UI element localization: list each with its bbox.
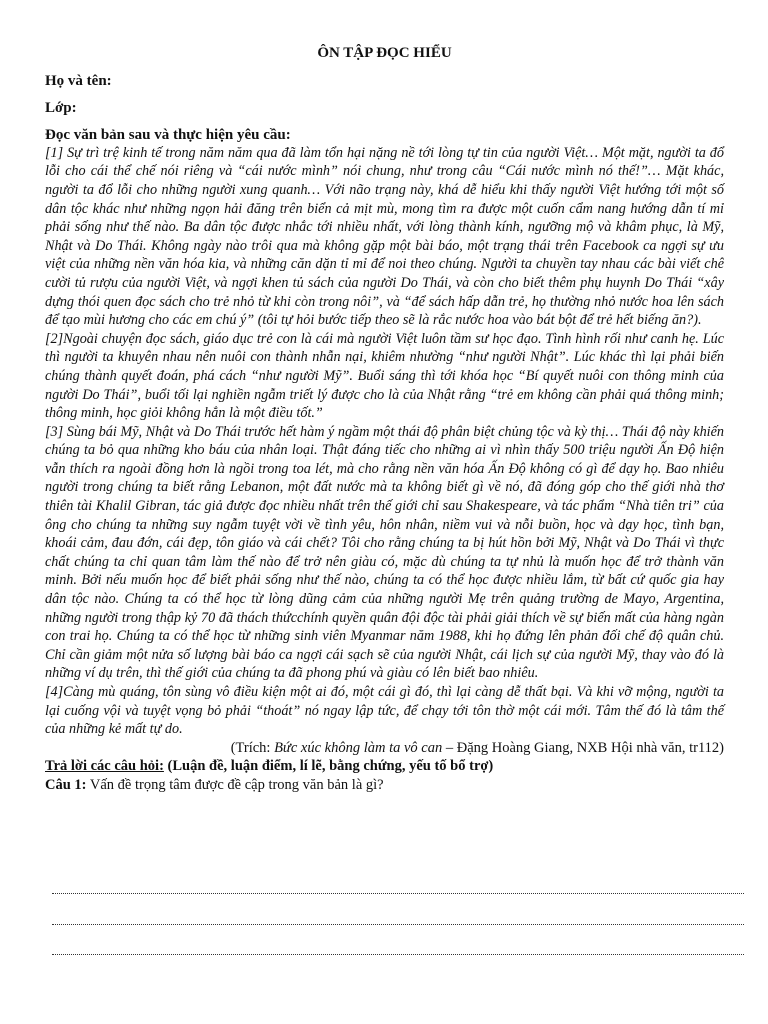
question-1 xyxy=(45,776,724,795)
answer-line-1[interactable] xyxy=(52,893,744,894)
source-citation xyxy=(45,739,724,758)
worksheet-title: ÔN TẬP ĐỌC HIỂU xyxy=(317,45,452,61)
source-work-title: Bức xúc không làm ta vô can xyxy=(274,739,443,756)
question-1-text: Vấn đề trọng tâm được đề cập trong văn bản là gì? xyxy=(86,776,384,793)
question-1-label: Câu 1: xyxy=(45,776,87,793)
source-prefix: (Trích: xyxy=(230,739,275,756)
passage-paragraph-3: [3] Sùng bái Mỹ, Nhật và Do Thái trước hết hàm ý ngầm một thái độ phân biệt chủng tộc và kỳ thị… Thái độ này khiến chúng ta bỏ qua những kho báu của nhân loại. Thật đáng tiếc cho những ai vì nhìn thấy 500 triệu người Ấn Độ hiện vẫn thích ra ngoài đồng hơn là ngồi trong toa lét, mà cho rằng nền văn hóa Ấn Độ không có gì để dạy họ. Bao nhiêu người trong chúng ta biết rằng Lebanon, một đất nước mà ta không biết gì về nó, đã đóng góp cho thế giới nhà thơ thiên tài Khalil Gibran, tác giả được đọc nhiều nhất trên thế giới chỉ sau Shakespeare, và tác phẩm “Nhà tiên tri” của ông cho chúng ta những suy ngẫm tuyệt vời về tình yêu, hôn nhân, niềm vui và nỗi buồn, học và dạy học, tình bạn, khoái cảm, đau đớn, cái đẹp, tôn giáo và cái chết? Tôi cho rằng chúng ta bị hút hồn bởi Mỹ, Nhật và Do Thái vì thực chất chúng ta chỉ quan tâm làm thế nào để trở nên giàu có, mặc dù chúng ta tự nhủ là muốn học để trở thành văn minh. Bởi nếu muốn học để biết phải sống như thế nào, chúng ta có thể học được nhiều lắm, từ bất cứ quốc gia hay dân tộc nào. Chúng ta có thể học từ lòng dũng cảm của những người Mẹ trên quảng trường de Mayo, Argentina, những người trong thập kỷ 70 đã thách thứcchính quyền quân đội độc tài phải giải thích về sự biến mất của hàng ngàn con trai họ. Chúng ta có thể học từ những sinh viên Myanmar năm 1988, khi họ đứng lên phản đối chế độ quân chủ. Chỉ cần giảm một nửa số lượng bài báo ca ngợi cái sạch sẽ của người Nhật, cái lịch sự của người Mỹ, thay vào đó là những ví dụ trên, thì thế giới của chúng ta đã phong phú và giàu có lên biết bao nhiêu. xyxy=(45,423,724,682)
answer-line-2[interactable] xyxy=(52,924,744,925)
questions-header-note: (Luận đề, luận điểm, lí lẽ, bằng chứng, yếu tố bổ trợ) xyxy=(163,758,494,775)
passage-paragraph-2: [2]Ngoài chuyện đọc sách, giáo dục trẻ con là cái mà người Việt luôn tầm sư học đạo. Tình hình rối như canh hẹ. Lúc thì người ta khuyên nhau nên nuôi con thành nhẫn nại, khiêm nhường “như người Nhật”. Lúc khác thì lại phải biến chúng thành quyết đoán, phá cách “như người Mỹ”. Buổi sáng thì tới khóa học “Bí quyết nuôi con thông minh của người Do Thái”, buổi tối lại nghiền ngẫm triết lý được cho là của Nhật rằng “trẻ em không cần phải quá thông minh; thông minh, học giỏi không hẳn là một điều tốt.” xyxy=(45,330,724,422)
passage-paragraph-1: [1] Sự trì trệ kinh tế trong năm năm qua đã làm tổn hại nặng nề tới lòng tự tin của người Việt… Một mặt, người ta đổ lỗi cho cái thể chế nói riêng và “cái nước mình” nói chung, như trong câu “Cái nước mình nó thế!”… Mặt khác, người ta đổ lỗi cho những người xung quanh… Với não trạng này, khá dễ hiểu khi thấy người Việt hướng tới một số dân tộc khác như những ngọn hải đăng trên biển cả mịt mù, mong tìm ra được một cuốn cẩm nang hướng dẫn tí mỉ phải sống như thế nào. Ba dân tộc được nhắc tới nhiều nhất, với lòng thành kính, ngưỡng mộ và khâm phục, là Mỹ, Nhật và Do Thái. Không ngày nào trôi qua mà không gặp một bài báo, một trạng thái trên Facebook ca ngợi sự ưu việt của những nền văn hóa kia, và những căn dặn tỉ mỉ để noi theo chúng. Người ta chuyền tay nhau các bài viết chê cười tủ rượu của người Việt, và ngợi khen tủ sách của người Do Thái, và còn cho biết thêm phụ huynh Do Thái “xây dựng thói quen đọc sách cho trẻ nhỏ từ khi còn trong nôi”, và “để sách hấp dẫn trẻ, họ thường nhỏ nước hoa lên sách để tạo mùi hương cho các em chú ý” (tôi tự hỏi bước tiếp theo sẽ là rắc nước hoa vào bát bột để trẻ hết biếng ăn?). xyxy=(45,144,724,329)
source-suffix: – Đặng Hoàng Giang, NXB Hội nhà văn, tr112) xyxy=(442,739,724,756)
class-field-label: Lớp: xyxy=(45,100,77,117)
questions-header xyxy=(45,757,724,776)
reading-instruction: Đọc văn bản sau và thực hiện yêu cầu: xyxy=(45,126,291,143)
worksheet xyxy=(45,44,724,795)
name-field-label: Họ và tên: xyxy=(45,72,112,89)
answer-line-3[interactable] xyxy=(52,954,744,955)
questions-header-label: Trả lời các câu hỏi: xyxy=(45,758,164,775)
passage-paragraph-4: [4]Càng mù quáng, tôn sùng vô điều kiện một ai đó, một cái gì đó, thì lại càng dễ thất bại. Và khi vỡ mộng, người ta lại cuống vội và tuyệt vọng bỏ phải “thoát” nó ngay lập tức, để chạy tới tôn thờ một cái mới. Tâm thế đó là tâm thế của những kẻ mất tự do. xyxy=(45,684,724,738)
